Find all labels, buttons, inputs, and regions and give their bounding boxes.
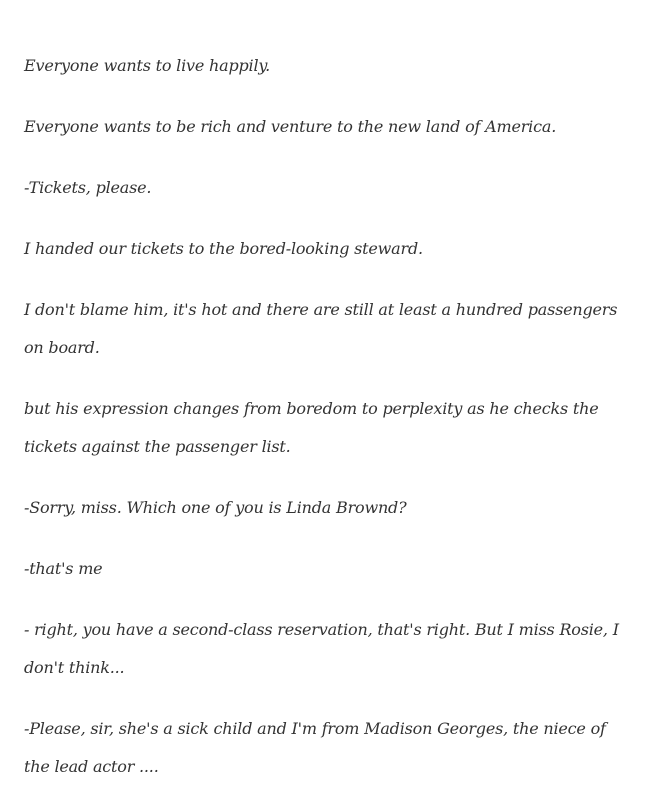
story-paragraph: - right, you have a second-class reservation, that's right. But I miss Rosie, I don't think... — [24, 620, 619, 677]
story-paragraph: -Sorry, miss. Which one of you is Linda Brownd? — [24, 498, 407, 517]
story-text — [24, 47, 624, 809]
story-paragraph: I don't blame him, it's hot and there are still at least a hundred passengers on board. — [24, 300, 618, 357]
story-paragraph: -Tickets, please. — [24, 178, 152, 197]
story-paragraph: -Please, sir, she's a sick child and I'm from Madison Georges, the niece of the lead actor .... — [24, 719, 606, 776]
story-paragraph: but his expression changes from boredom to perplexity as he checks the tickets against the passenger list. — [24, 399, 599, 456]
story-paragraph: Everyone wants to be rich and venture to the new land of America. — [24, 117, 557, 136]
story-paragraph: -that's me — [24, 559, 103, 578]
story-paragraph: I handed our tickets to the bored-looking steward. — [24, 239, 423, 258]
story-paragraph: Everyone wants to live happily. — [24, 56, 270, 75]
